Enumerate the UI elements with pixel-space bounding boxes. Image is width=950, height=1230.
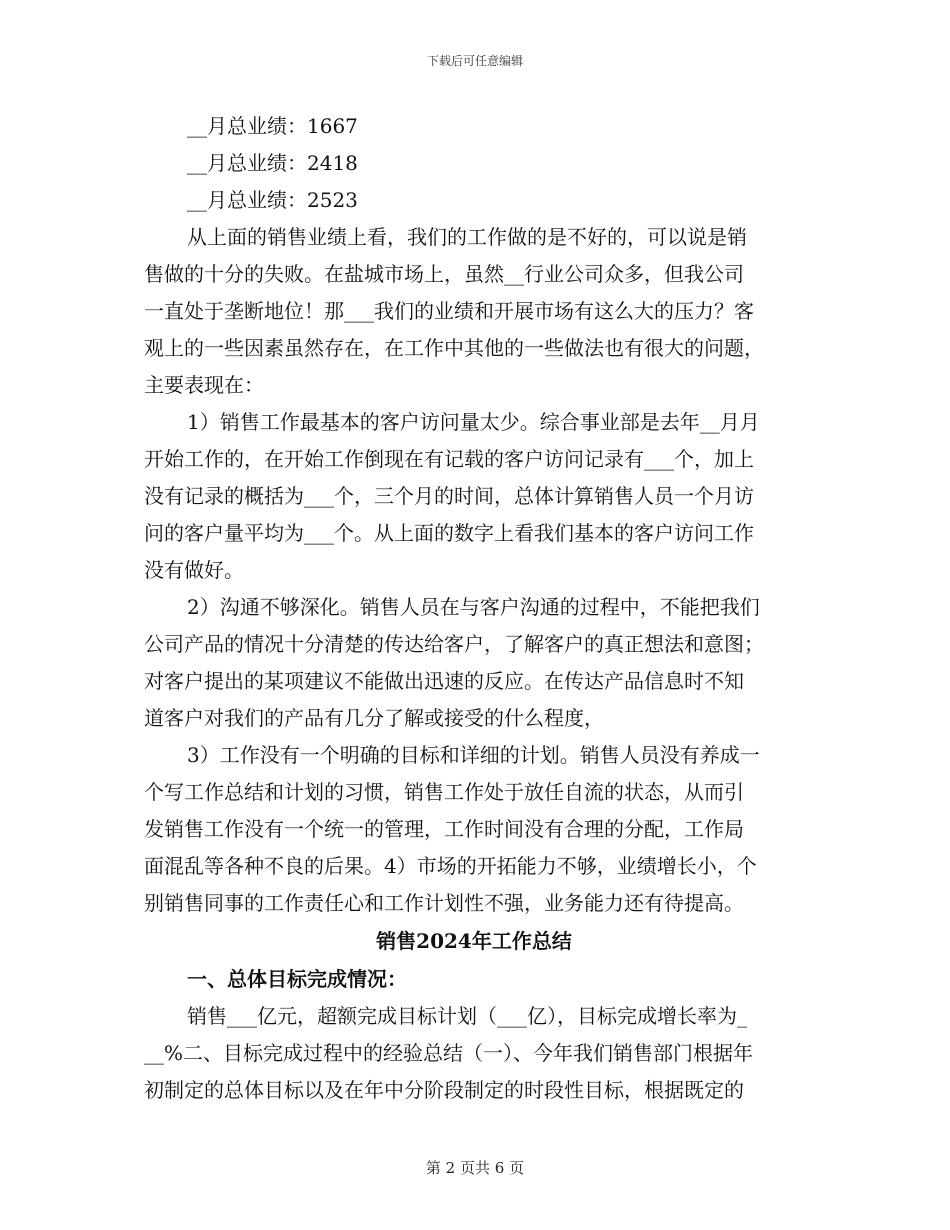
paragraph-line: 个写工作总结和计划的习惯，销售工作处于放任自流的状态，从而引 [144,780,744,804]
paragraph-line: 主要表现在： [144,373,264,397]
section-heading: 一、总体目标完成情况： [187,967,407,991]
paragraph-line: 开始工作的，在开始工作倒现在有记载的客户访问记录有___个，加上 [144,447,754,471]
document-body [144,108,804,1109]
paragraph-line: __月总业绩：2418 [187,151,358,175]
page-header: 下载后可任意编辑 [426,54,523,68]
paragraph-line: 对客户提出的某项建议不能做出迅速的反应。在传达产品信息时不知 [144,669,744,693]
document-title: 销售2024年工作总结 [376,929,572,953]
paragraph-line: 从上面的销售业绩上看，我们的工作做的是不好的，可以说是销 [187,225,747,249]
paragraph-line: 面混乱等各种不良的后果。4）市场的开拓能力不够，业绩增长小，个 [144,854,757,878]
paragraph-line: 别销售同事的工作责任心和工作计划性不强，业务能力还有待提高。 [144,891,744,915]
page-footer: 第 2 页共 6 页 [425,1159,525,1177]
paragraph-line: 1）销售工作最基本的客户访问量太少。综合事业部是去年__月月 [187,410,760,434]
paragraph-line: __月总业绩：1667 [187,114,358,138]
paragraph-line: 3）工作没有一个明确的目标和详细的计划。销售人员没有养成一 [187,743,760,767]
paragraph-line: 售做的十分的失败。在盐城市场上，虽然__行业公司众多，但我公司 [144,262,744,286]
paragraph-line: 没有做好。 [144,558,244,582]
paragraph-line: 没有记录的概括为___个，三个月的时间，总体计算销售人员一个月访 [144,484,754,508]
paragraph-line: 一直处于垄断地位！那___我们的业绩和开展市场有这么大的压力？客 [144,299,754,323]
paragraph-line: 2）沟通不够深化。销售人员在与客户沟通的过程中，不能把我们 [187,595,760,619]
paragraph-line: 销售___亿元，超额完成目标计划（___亿），目标完成增长率为_ [187,1004,747,1028]
paragraph-line: 道客户对我们的产品有几分了解或接受的什么程度， [144,706,604,730]
paragraph-line: __%二、目标完成过程中的经验总结（一）、今年我们销售部门根据年 [144,1041,754,1065]
paragraph-line: 初制定的总体目标以及在年中分阶段制定的时段性目标，根据既定的 [144,1078,744,1102]
paragraph-line: 发销售工作没有一个统一的管理，工作时间没有合理的分配，工作局 [144,817,744,841]
paragraph-line: 问的客户量平均为___个。从上面的数字上看我们基本的客户访问工作 [144,521,754,545]
paragraph-line: 观上的一些因素虽然存在，在工作中其他的一些做法也有很大的问题， [144,336,764,360]
paragraph-line: __月总业绩：2523 [187,188,358,212]
paragraph-line: 公司产品的情况十分清楚的传达给客户，了解客户的真正想法和意图； [144,632,764,656]
